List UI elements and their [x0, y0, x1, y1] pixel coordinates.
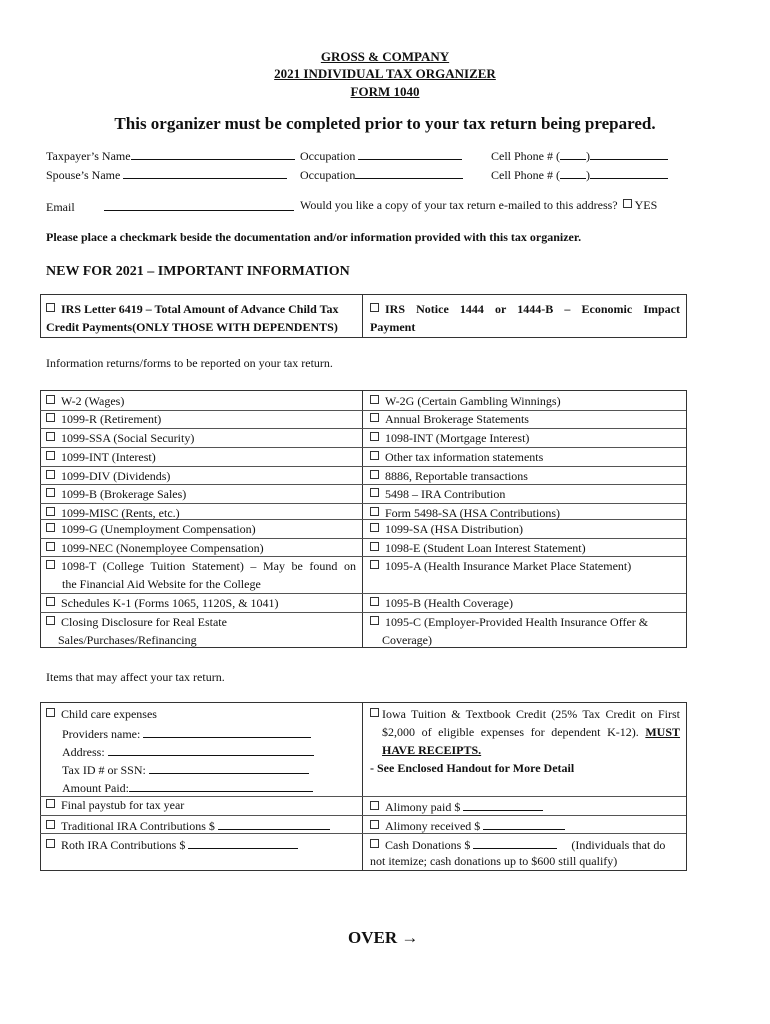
item-label: 5498 – IRA Contribution	[385, 487, 506, 501]
item-label: Closing Disclosure for Real Estate	[61, 615, 227, 629]
info-returns-row-divider	[40, 556, 686, 557]
occupation-label: Occupation	[300, 149, 356, 163]
item-label: 1099-B (Brokerage Sales)	[61, 487, 187, 501]
checkbox[interactable]	[46, 432, 55, 441]
item-label-continued: Coverage)	[382, 633, 432, 647]
alimony-received-item[interactable]	[370, 817, 565, 834]
not-itemize-note: not itemize; cash donations up to $600 still qualify)	[370, 854, 618, 868]
alimony-paid-line[interactable]	[463, 798, 543, 811]
form-number: FORM 1040	[350, 84, 420, 99]
completion-notice: This organizer must be completed prior to your tax return being prepared.	[114, 114, 656, 133]
notice-1444-checkbox[interactable]	[370, 303, 379, 312]
tax-id-field[interactable]	[62, 761, 309, 778]
child-care-label: Child care expenses	[61, 707, 157, 721]
checkbox[interactable]	[46, 395, 55, 404]
checkbox[interactable]	[370, 432, 379, 441]
iowa-credit-checkbox[interactable]	[370, 708, 379, 717]
spouse-name-field[interactable]	[46, 166, 287, 183]
iowa-credit-line2	[382, 725, 680, 740]
info-returns-row-divider	[40, 593, 686, 594]
info-returns-right-item[interactable]	[370, 541, 586, 556]
spouse-cell-field[interactable]	[491, 166, 668, 183]
alimony-received-line[interactable]	[483, 817, 565, 830]
traditional-ira-item[interactable]	[46, 817, 330, 834]
child-care-item[interactable]	[46, 707, 157, 722]
checkbox[interactable]	[370, 507, 379, 516]
info-returns-row-divider	[40, 410, 686, 411]
item-label: 1095-A (Health Insurance Market Place Statement)	[385, 559, 632, 573]
iowa-credit-detail: $2,000 of eligible expenses for dependent K-12).	[382, 725, 639, 739]
items-row-divider	[40, 815, 686, 816]
cell-number-line[interactable]	[590, 147, 668, 160]
paren-close: )	[586, 168, 590, 182]
info-returns-left-item[interactable]	[46, 394, 124, 409]
roth-ira-checkbox[interactable]	[46, 839, 55, 848]
checkbox[interactable]	[370, 523, 379, 532]
address-label: Address:	[62, 745, 105, 759]
checkbox[interactable]	[46, 560, 55, 569]
area-code-line[interactable]	[560, 147, 586, 160]
info-returns-right-item[interactable]	[370, 394, 561, 409]
items-intro: Items that may affect your tax return.	[46, 670, 225, 684]
item-label: 1098-E (Student Loan Interest Statement)	[385, 541, 586, 555]
taxpayer-occupation-field[interactable]	[300, 147, 462, 164]
roth-ira-line[interactable]	[188, 836, 298, 849]
info-returns-row-divider	[40, 538, 686, 539]
info-returns-right-item[interactable]	[370, 522, 523, 537]
info-returns-left-item[interactable]	[46, 431, 194, 446]
checkbox[interactable]	[46, 597, 55, 606]
taxpayer-name-field[interactable]	[46, 147, 295, 164]
checkbox[interactable]	[370, 488, 379, 497]
info-returns-right-item[interactable]	[370, 469, 528, 484]
info-returns-left-item[interactable]	[46, 412, 161, 427]
company-name: GROSS & COMPANY	[320, 49, 450, 64]
providers-name-label: Providers name:	[62, 727, 141, 741]
info-returns-intro: Information returns/forms to be reported on your tax return.	[46, 356, 333, 370]
iowa-credit-label: Iowa Tuition & Textbook Credit (25% Tax Credit on First	[382, 707, 680, 721]
item-label: 1098-T (College Tuition Statement) – May be found on	[61, 559, 356, 573]
new-info-divider	[362, 294, 363, 337]
email-field[interactable]	[46, 198, 294, 215]
info-returns-right-item[interactable]	[370, 615, 648, 630]
taxpayer-cell-field[interactable]	[491, 147, 668, 164]
child-care-checkbox[interactable]	[46, 708, 55, 717]
item-label: 1099-G (Unemployment Compensation)	[61, 522, 256, 536]
items-row-divider	[40, 796, 686, 797]
letter-6419-checkbox[interactable]	[46, 303, 55, 312]
info-returns-row-divider	[40, 428, 686, 429]
new-section-title: NEW FOR 2021 – IMPORTANT INFORMATION	[46, 264, 350, 279]
see-handout-note: - See Enclosed Handout for More Detail	[370, 761, 575, 775]
item-label: Other tax information statements	[385, 450, 544, 464]
traditional-ira-line[interactable]	[218, 817, 330, 830]
yes-label: YES	[634, 198, 658, 212]
item-label: 1099-NEC (Nonemployee Compensation)	[61, 541, 264, 555]
checkbox[interactable]	[46, 507, 55, 516]
info-returns-row-divider	[40, 484, 686, 485]
info-returns-right-item[interactable]	[370, 559, 631, 574]
email-copy-checkbox[interactable]	[623, 199, 632, 208]
checkbox[interactable]	[46, 523, 55, 532]
item-label: Schedules K-1 (Forms 1065, 1120S, & 1041)	[61, 596, 279, 610]
alimony-received-label: Alimony received $	[385, 819, 481, 833]
email-label: Email	[46, 200, 75, 214]
item-label: 1099-SSA (Social Security)	[61, 431, 195, 445]
email-copy-question	[300, 198, 657, 213]
tax-id-line[interactable]	[149, 761, 309, 774]
have-receipts-label: HAVE RECEIPTS.	[382, 743, 482, 757]
amount-paid-label: Amount Paid:	[62, 781, 130, 795]
checkbox[interactable]	[370, 451, 379, 460]
checkbox[interactable]	[370, 395, 379, 404]
alimony-received-checkbox[interactable]	[370, 820, 379, 829]
checkbox[interactable]	[46, 616, 55, 625]
info-returns-right-item[interactable]	[370, 412, 529, 427]
checkbox[interactable]	[370, 560, 379, 569]
spouse-name-line[interactable]	[123, 166, 287, 179]
checkbox[interactable]	[370, 597, 379, 606]
final-paystub-item[interactable]	[46, 798, 184, 813]
item-label: 1095-B (Health Coverage)	[385, 596, 513, 610]
final-paystub-label: Final paystub for tax year	[61, 798, 185, 812]
item-label: Annual Brokerage Statements	[385, 412, 529, 426]
info-returns-left-item[interactable]	[46, 487, 186, 502]
checkbox[interactable]	[370, 616, 379, 625]
traditional-ira-checkbox[interactable]	[46, 820, 55, 829]
individuals-note: (Individuals that do	[571, 838, 666, 852]
item-label: 1099-MISC (Rents, etc.)	[61, 506, 180, 520]
iowa-credit-item[interactable]	[370, 707, 680, 722]
letter-6419-line2: Credit Payments(ONLY THOSE WITH DEPENDENTS)	[46, 320, 338, 334]
address-field[interactable]	[62, 743, 314, 760]
cell-phone-label: Cell Phone # (	[491, 149, 560, 163]
cell-phone-label: Cell Phone # (	[491, 168, 560, 182]
item-label: 1099-INT (Interest)	[61, 450, 156, 464]
info-returns-right-item[interactable]	[370, 506, 560, 521]
item-label: 1099-R (Retirement)	[61, 412, 162, 426]
paren-close: )	[586, 149, 590, 163]
item-label-continued: the Financial Aid Website for the College	[62, 577, 261, 591]
info-returns-left-item[interactable]	[46, 596, 279, 611]
notice-1444-label: IRS Notice 1444 or 1444-B – Economic Impact	[385, 302, 680, 316]
item-label: 1099-DIV (Dividends)	[61, 469, 171, 483]
checkbox[interactable]	[46, 488, 55, 497]
info-returns-left-item[interactable]	[46, 615, 227, 630]
item-label-continued: Sales/Purchases/Refinancing	[58, 633, 197, 647]
alimony-paid-label: Alimony paid $	[385, 800, 461, 814]
roth-ira-label: Roth IRA Contributions $	[61, 838, 186, 852]
item-label: W-2 (Wages)	[61, 394, 125, 408]
info-returns-right-item[interactable]	[370, 450, 543, 465]
checkbox[interactable]	[370, 542, 379, 551]
occupation-line[interactable]	[358, 147, 462, 160]
email-copy-label: Would you like a copy of your tax return e-mailed to this address?	[300, 198, 618, 212]
email-line[interactable]	[104, 198, 294, 211]
item-label: W-2G (Certain Gambling Winnings)	[385, 394, 561, 408]
spouse-name-label: Spouse’s Name	[46, 168, 121, 182]
checkmark-instruction: Please place a checkmark beside the documentation and/or information provided with this tax organizer.	[46, 230, 582, 244]
roth-ira-item[interactable]	[46, 836, 298, 853]
alimony-paid-item[interactable]	[370, 798, 543, 815]
occupation-label: Occupation	[300, 168, 356, 182]
info-returns-left-item[interactable]	[46, 522, 256, 537]
cash-donations-checkbox[interactable]	[370, 839, 379, 848]
item-label: Form 5498-SA (HSA Contributions)	[385, 506, 561, 520]
item-label: 1099-SA (HSA Distribution)	[385, 522, 524, 536]
cell-number-line[interactable]	[590, 166, 668, 179]
taxpayer-name-line[interactable]	[131, 147, 295, 160]
cash-donations-label: Cash Donations $	[385, 838, 471, 852]
amount-paid-line[interactable]	[129, 779, 313, 792]
info-returns-left-item[interactable]	[46, 541, 264, 556]
info-returns-left-item[interactable]	[46, 559, 356, 574]
info-returns-left-item[interactable]	[46, 469, 170, 484]
checkbox[interactable]	[370, 413, 379, 422]
spouse-occupation-field[interactable]	[300, 166, 463, 183]
providers-name-line[interactable]	[143, 725, 311, 738]
cash-donations-item[interactable]	[370, 836, 665, 853]
letter-6419-label: IRS Letter 6419 – Total Amount of Advance Child Tax	[61, 302, 339, 316]
alimony-paid-checkbox[interactable]	[370, 801, 379, 810]
final-paystub-checkbox[interactable]	[46, 799, 55, 808]
amount-paid-field[interactable]	[62, 779, 313, 796]
over-label: OVER →	[348, 928, 419, 947]
notice-1444-line2: Payment	[370, 320, 416, 334]
tax-id-label: Tax ID # or SSN:	[62, 763, 146, 777]
checkbox[interactable]	[46, 470, 55, 479]
info-returns-row-divider	[40, 503, 686, 504]
info-returns-right-item[interactable]	[370, 596, 513, 611]
providers-name-field[interactable]	[62, 725, 311, 742]
address-line[interactable]	[108, 743, 314, 756]
checkbox[interactable]	[46, 542, 55, 551]
organizer-title: 2021 INDIVIDUAL TAX ORGANIZER	[274, 66, 496, 81]
info-returns-row-divider	[40, 466, 686, 467]
taxpayer-name-label: Taxpayer’s Name	[46, 149, 131, 163]
area-code-line[interactable]	[560, 166, 586, 179]
info-returns-right-item[interactable]	[370, 431, 529, 446]
item-label: 1095-C (Employer-Provided Health Insurance Offer &	[385, 615, 649, 629]
traditional-ira-label: Traditional IRA Contributions $	[61, 819, 215, 833]
info-returns-row-divider	[40, 612, 686, 613]
checkbox[interactable]	[46, 451, 55, 460]
checkbox[interactable]	[46, 413, 55, 422]
cash-donations-line[interactable]	[473, 836, 557, 849]
info-returns-right-item[interactable]	[370, 487, 505, 502]
occupation-line[interactable]	[355, 166, 463, 179]
item-label: 1098-INT (Mortgage Interest)	[385, 431, 530, 445]
info-returns-row-divider	[40, 447, 686, 448]
info-returns-left-item[interactable]	[46, 450, 156, 465]
items-divider	[362, 702, 363, 870]
checkbox[interactable]	[370, 470, 379, 479]
letter-6419-item[interactable]	[46, 302, 339, 317]
item-label: 8886, Reportable transactions	[385, 469, 528, 483]
notice-1444-item[interactable]	[370, 302, 680, 317]
info-returns-left-item[interactable]	[46, 506, 180, 521]
must-label: MUST	[645, 725, 681, 739]
